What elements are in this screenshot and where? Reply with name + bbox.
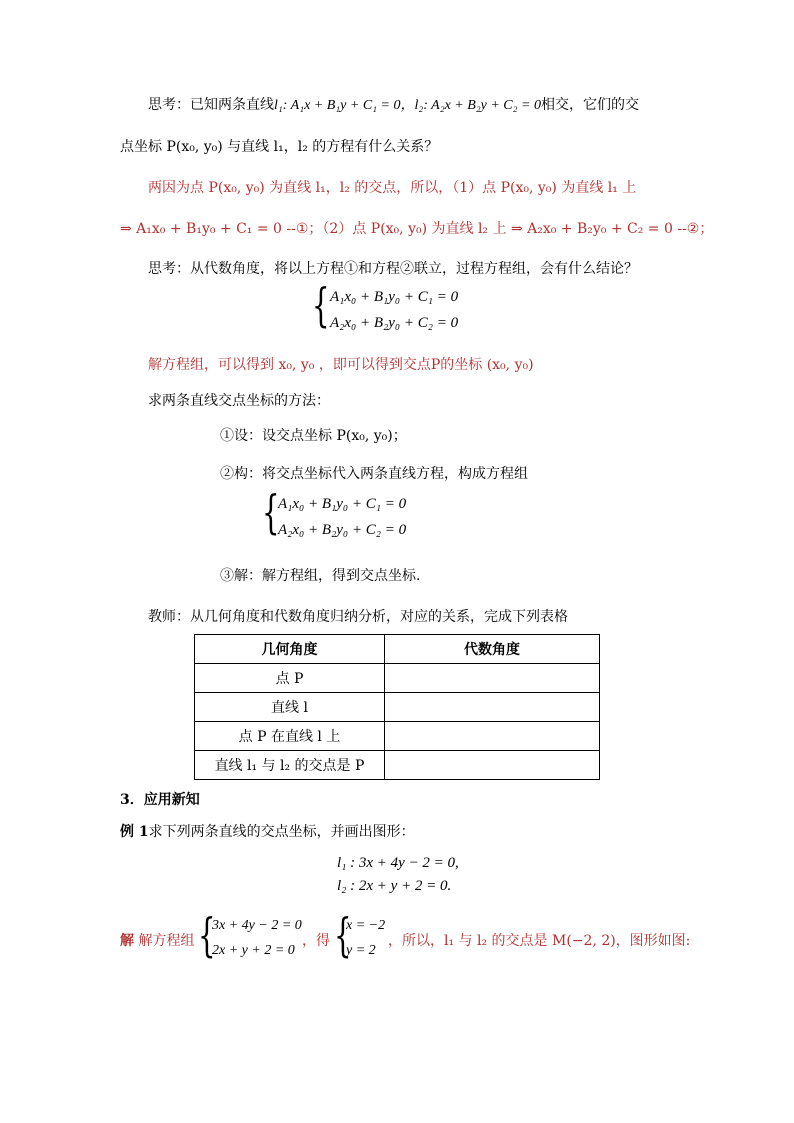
teacher-line: 教师：从几何角度和代数角度归纳分析，对应的关系，完成下列表格 [148, 609, 568, 625]
solution-sys-eq2: 2x + y + 2 = 0 [212, 943, 295, 958]
table-cell-geometry: 直线 l [195, 693, 385, 722]
table-cell-geometry: 直线 l₁ 与 l₂ 的交点是 P [195, 751, 385, 780]
table-cell-geometry: 点 P 在直线 l 上 [195, 722, 385, 751]
solution-label: 解 [120, 933, 134, 949]
example1-eq2: l₂ : 2x + y + 2 = 0. [337, 878, 452, 894]
reason-line2: ⇒ A₁x₀ + B₁y₀ + C₁ = 0 --①；（2）点 P(x₀, y₀) 为直线 l₂ 上 ⇒ A₂x₀ + B₂y₀ + C₂ = 0 --②； [120, 221, 714, 237]
think1-prefix: 思考：已知两条直线 [148, 97, 274, 113]
think1-l1-equation: l₁: A₁x + B₁y + C₁ = 0， [274, 98, 415, 113]
geometry-algebra-table [194, 634, 600, 780]
reason-line1: 两因为点 P(x₀, y₀) 为直线 l₁，l₂ 的交点，所以，（1）点 P(x₀, y₀) 为直线 l₁ 上 [148, 180, 637, 196]
system1-eq2: A₂x₀ + B₂y₀ + C₂ = 0 [330, 315, 459, 331]
table-header-algebra: 代数角度 [385, 635, 600, 664]
example1-eq1: l₁ : 3x + 4y − 2 = 0, [337, 855, 459, 871]
method-step2: ②构：将交点坐标代入两条直线方程，构成方程组 [220, 466, 528, 482]
think1-line1 [148, 95, 639, 116]
think1-line2: 点坐标 P(x₀, y₀) 与直线 l₁，l₂ 的方程有什么关系？ [120, 139, 439, 155]
method-step3: ③解：解方程组，得到交点坐标. [220, 568, 421, 584]
solution-result-y: y = 2 [346, 943, 376, 958]
system1-brace: { [312, 278, 330, 332]
system2-eq2: A₂x₀ + B₂y₀ + C₂ = 0 [278, 522, 407, 538]
solve-note: 解方程组，可以得到 x₀, y₀ ，即可以得到交点P的坐标 (x₀, y₀) [148, 357, 534, 373]
example1-text: 求下列两条直线的交点坐标，并画出图形： [148, 824, 415, 840]
table-row [195, 664, 600, 693]
solution-system-brace: { [198, 908, 216, 962]
table-row [195, 751, 600, 780]
system1-eq1: A₁x₀ + B₁y₀ + C₁ = 0 [330, 289, 459, 305]
solution-text1: 解方程组 [138, 933, 195, 949]
section3-heading: 3．应用新知 [120, 792, 200, 808]
table-header-geometry: 几何角度 [195, 635, 385, 664]
example1-line [120, 822, 415, 842]
think2-line: 思考：从代数角度，将以上方程①和方程②联立，过程方程组，会有什么结论？ [148, 261, 638, 277]
table-cell-algebra [385, 664, 600, 693]
method-title: 求两条直线交点坐标的方法： [148, 393, 330, 409]
example1-label: 例 1 [120, 824, 149, 840]
method-step1: ①设：设交点坐标 P(x₀, y₀)； [220, 428, 407, 444]
think1-suffix: 相交，它们的交 [540, 97, 639, 113]
solution-text2: ，得 [302, 933, 330, 949]
table-row [195, 722, 600, 751]
solution-result-brace: { [334, 908, 352, 962]
table-cell-algebra [385, 751, 600, 780]
table-row [195, 693, 600, 722]
table-cell-geometry: 点 P [195, 664, 385, 693]
think1-l2-equation: l₂: A₂x + B₂y + C₂ = 0 [414, 98, 541, 113]
table-cell-algebra [385, 722, 600, 751]
solution-text3: ，所以，l₁ 与 l₂ 的交点是 M(−2, 2)，图形如图: [388, 933, 691, 949]
table-cell-algebra [385, 693, 600, 722]
system2-eq1: A₁x₀ + B₁y₀ + C₁ = 0 [278, 496, 407, 512]
solution-result-x: x = −2 [346, 918, 386, 933]
table-header-row [195, 635, 600, 664]
solution-sys-eq1: 3x + 4y − 2 = 0 [212, 918, 302, 933]
system2-brace: { [262, 485, 280, 539]
solution-label-line [120, 931, 194, 951]
